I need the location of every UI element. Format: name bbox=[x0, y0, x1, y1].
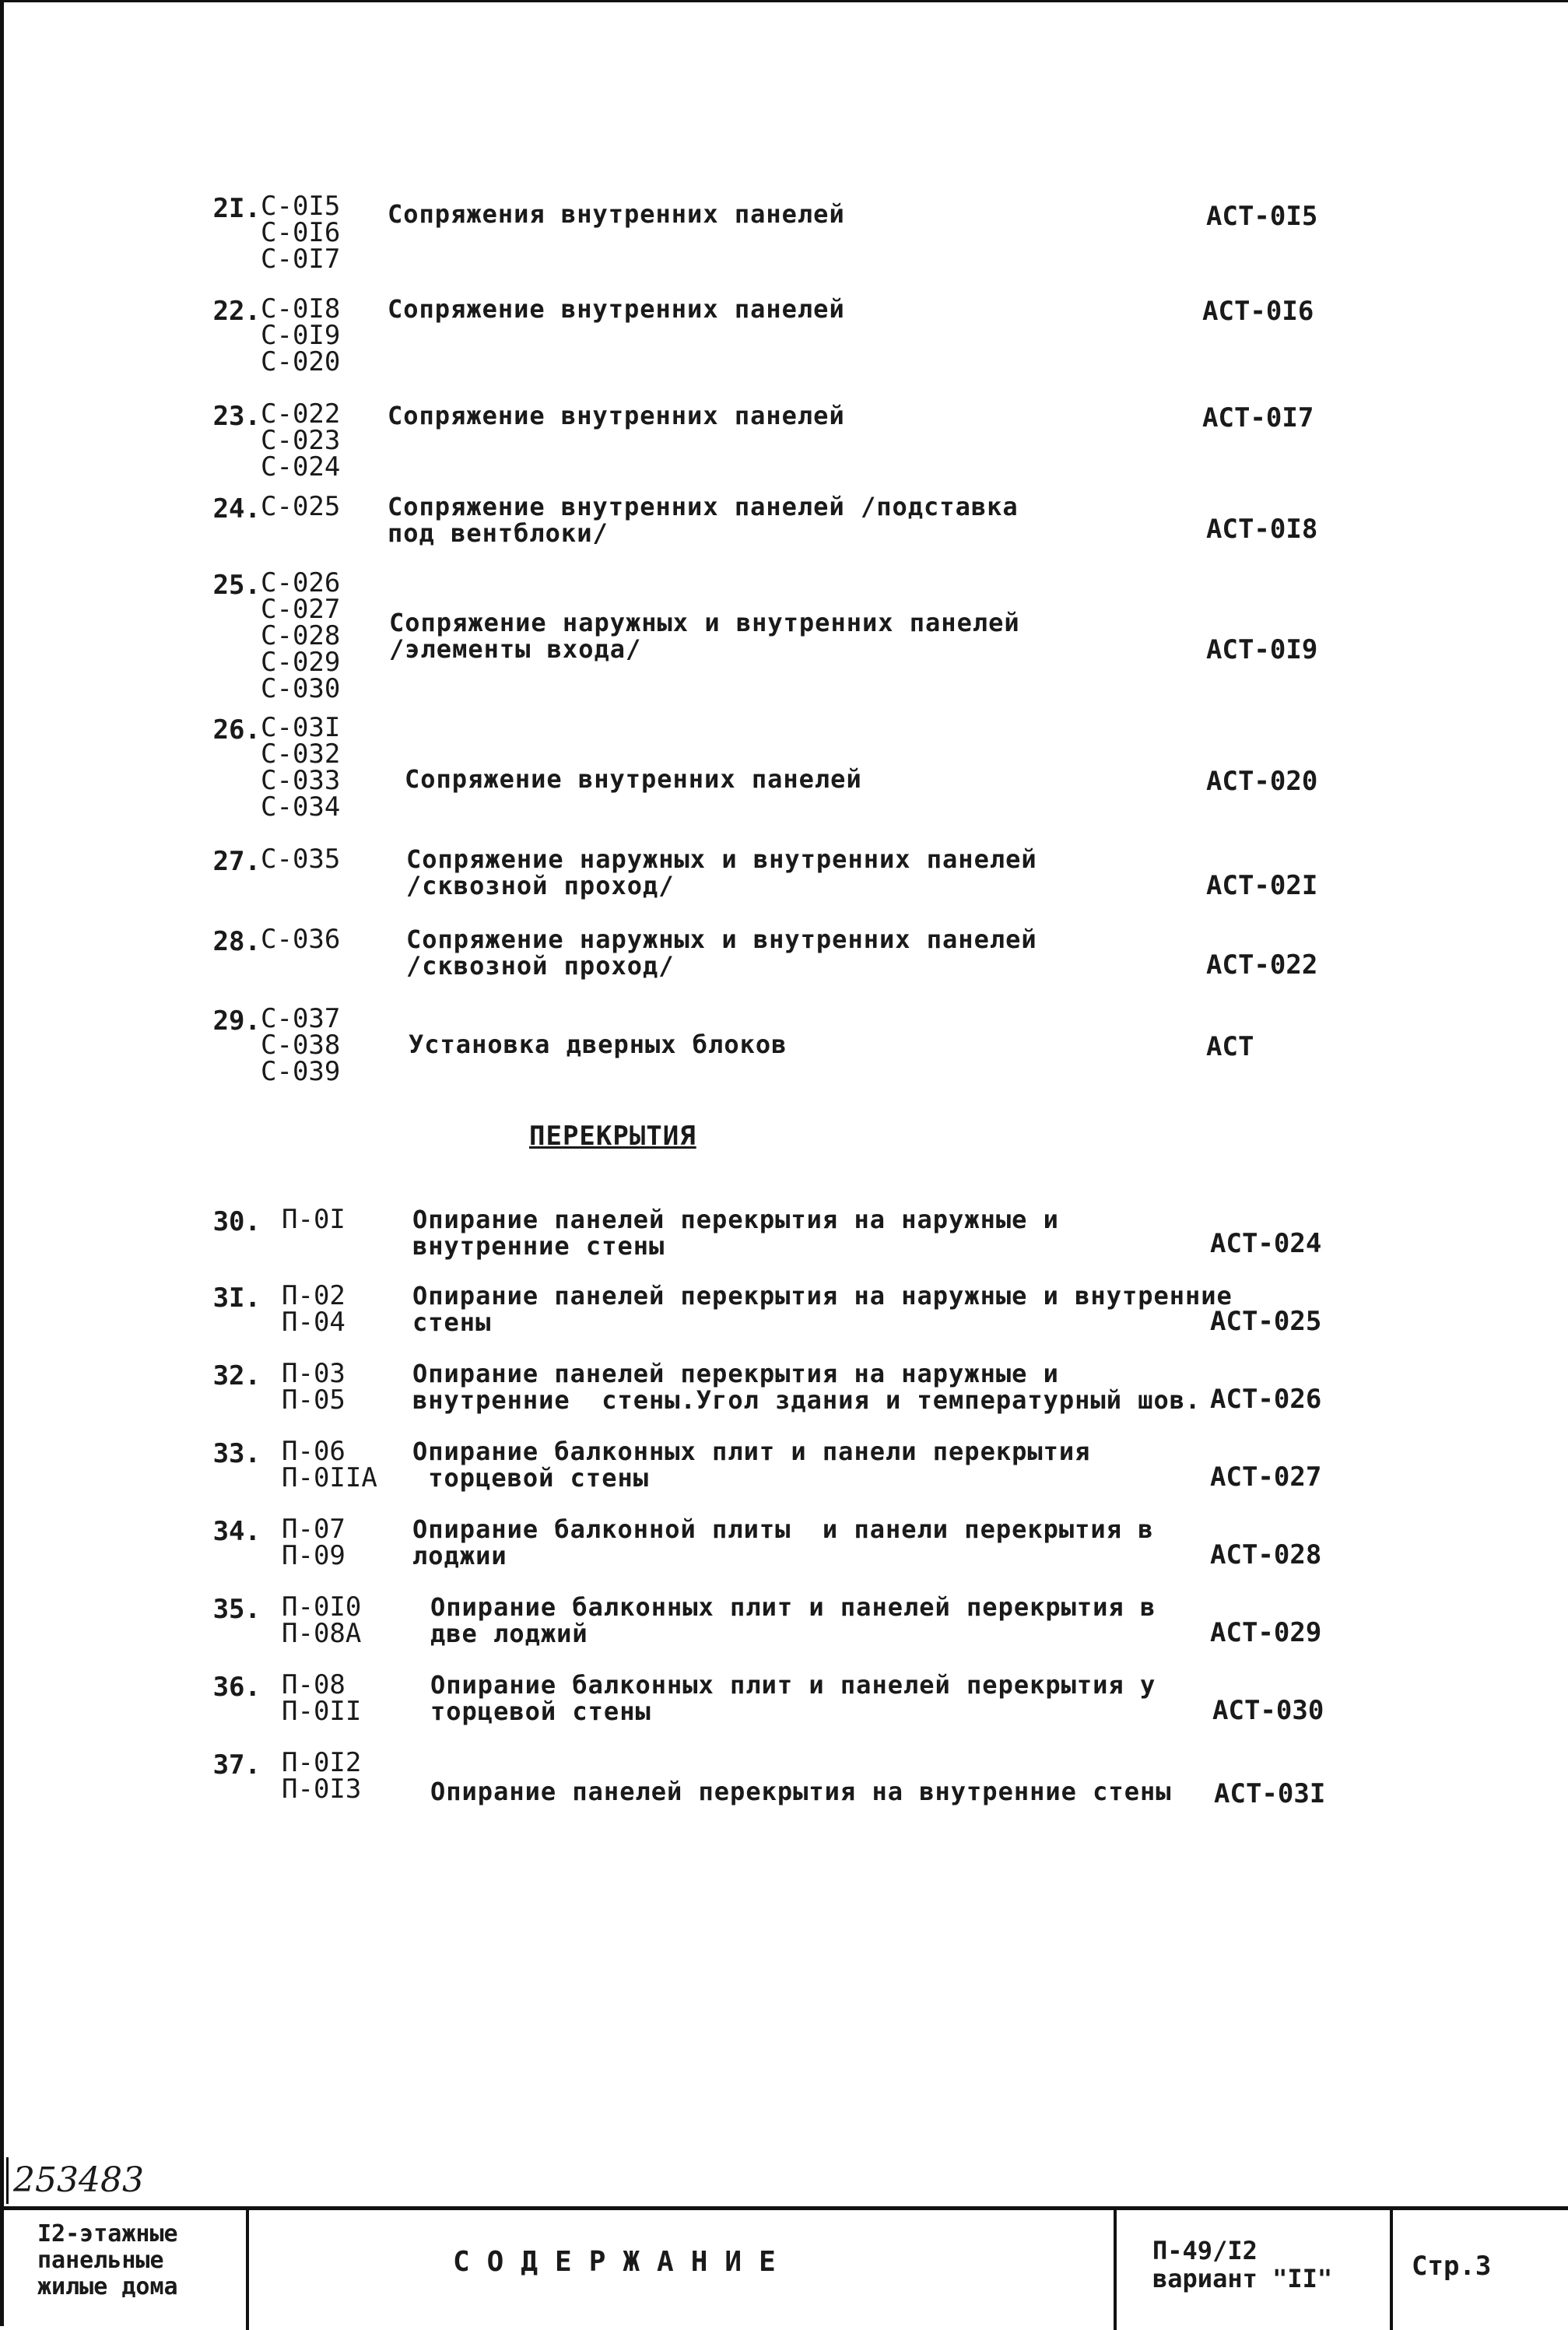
drawing-code: П-0I bbox=[282, 1204, 346, 1235]
entry-number: 33. bbox=[212, 1438, 261, 1469]
entry-number: 36. bbox=[212, 1672, 261, 1703]
entry-codes bbox=[282, 1438, 377, 1491]
building-type-line: I2-этажные bbox=[37, 2220, 178, 2248]
description-line: /сквозной проход/ bbox=[406, 951, 675, 981]
entry-codes bbox=[261, 493, 340, 520]
drawing-code: С-0I5 bbox=[261, 191, 341, 222]
entry-codes bbox=[261, 926, 340, 953]
building-type-line: панельные bbox=[37, 2247, 164, 2274]
entry-description bbox=[412, 1206, 1059, 1259]
entry-number: 3I. bbox=[212, 1283, 261, 1314]
entry-codes bbox=[282, 1591, 362, 1649]
description-line: внутренние стены bbox=[412, 1231, 665, 1261]
entry-description bbox=[412, 1283, 1233, 1335]
page-number: Стр.3 bbox=[1412, 2251, 1492, 2282]
entry-description bbox=[409, 1031, 787, 1058]
drawing-code: П-06 bbox=[282, 1436, 346, 1467]
entry-description bbox=[412, 1360, 1201, 1413]
drawing-code: С-034 bbox=[261, 791, 341, 823]
drawing-code: С-03I bbox=[261, 712, 341, 743]
drawing-code: С-036 bbox=[261, 924, 341, 955]
drawing-code: С-023 bbox=[261, 425, 341, 456]
sheet-reference: АСТ-03I bbox=[1214, 1778, 1326, 1809]
entry-codes bbox=[261, 1005, 340, 1085]
entry-number: 23. bbox=[212, 401, 261, 432]
drawing-code: П-0II bbox=[282, 1696, 362, 1727]
drawing-code: С-028 bbox=[261, 620, 341, 651]
entry-codes bbox=[282, 1206, 346, 1233]
sheet-reference: АСТ-026 bbox=[1210, 1384, 1322, 1415]
entry-description bbox=[388, 493, 1019, 546]
description-line: Сопряжение наружных и внутренних панелей bbox=[406, 844, 1037, 874]
drawing-code: С-024 bbox=[261, 451, 341, 482]
drawing-code: П-09 bbox=[282, 1540, 346, 1571]
sheet-reference: АСТ-024 bbox=[1210, 1228, 1322, 1259]
building-type-cell bbox=[0, 2210, 249, 2330]
sheet-reference: АСТ-030 bbox=[1212, 1695, 1324, 1726]
sheet-reference: АСТ-025 bbox=[1210, 1306, 1322, 1337]
description-line: Установка дверных блоков bbox=[409, 1030, 788, 1059]
entry-number: 30. bbox=[212, 1206, 261, 1237]
sheet-reference: АСТ bbox=[1206, 1031, 1254, 1062]
entry-codes bbox=[261, 191, 341, 275]
description-line: Сопряжение внутренних панелей /подставка bbox=[388, 492, 1019, 521]
drawing-code: С-038 bbox=[261, 1030, 341, 1061]
drawing-code: С-032 bbox=[261, 739, 341, 770]
drawing-code: С-025 bbox=[261, 491, 341, 522]
description-line: Сопряжение наружных и внутренних панелей bbox=[389, 608, 1020, 637]
drawing-code: С-0I7 bbox=[261, 244, 341, 275]
drawing-code: С-0I9 bbox=[261, 320, 341, 351]
document-title: СОДЕРЖАНИЕ bbox=[453, 2246, 793, 2278]
drawing-code: С-039 bbox=[261, 1056, 341, 1087]
sheet-reference: АСТ-0I6 bbox=[1202, 296, 1314, 327]
sheet-reference: АСТ-02I bbox=[1206, 870, 1318, 901]
description-line: Опирание панелей перекрытия на наружные и внутренние bbox=[412, 1281, 1233, 1311]
entry-number: 34. bbox=[212, 1516, 261, 1547]
entry-description bbox=[388, 296, 845, 322]
description-line: Сопряжение внутренних панелей bbox=[405, 764, 862, 794]
entry-description bbox=[388, 402, 845, 429]
drawing-code: П-0I2 bbox=[282, 1747, 362, 1778]
page-number-cell bbox=[1393, 2210, 1568, 2330]
entry-description bbox=[412, 1516, 1153, 1569]
sheet-reference: АСТ-020 bbox=[1206, 766, 1318, 797]
entry-codes bbox=[282, 1280, 346, 1338]
entry-number: 28. bbox=[212, 926, 261, 957]
entry-number: 35. bbox=[212, 1594, 261, 1625]
drawing-code: С-033 bbox=[261, 765, 341, 796]
drawing-code: С-037 bbox=[261, 1003, 341, 1034]
description-line: внутренние стены.Угол здания и температурный шов. bbox=[412, 1385, 1201, 1415]
drawing-code: С-027 bbox=[261, 594, 341, 625]
entry-description bbox=[406, 846, 1037, 899]
drawing-code: П-0I3 bbox=[282, 1774, 362, 1805]
entry-codes bbox=[282, 1516, 346, 1569]
description-line: торцевой стены bbox=[412, 1463, 649, 1493]
drawing-code: П-0IIА bbox=[282, 1462, 377, 1493]
drawing-code: С-0I8 bbox=[261, 293, 341, 325]
sheet-reference: АСТ-022 bbox=[1206, 949, 1318, 981]
entry-codes bbox=[282, 1358, 346, 1416]
drawing-code: П-03 bbox=[282, 1358, 346, 1389]
description-line: Опирание балконных плит и панелей перекрытия в bbox=[430, 1592, 1156, 1622]
description-line: две лоджий bbox=[430, 1619, 588, 1648]
entry-number: 24. bbox=[212, 493, 261, 525]
description-line: Сопряжения внутренних панелей bbox=[388, 199, 845, 229]
entry-number: 27. bbox=[212, 846, 261, 877]
sheet-reference: АСТ-0I7 bbox=[1202, 402, 1314, 433]
handwritten-inventory-number: 253483 bbox=[6, 2157, 144, 2204]
description-line: Опирание панелей перекрытия на наружные и bbox=[412, 1205, 1059, 1234]
series-code: П-49/I2 bbox=[1152, 2236, 1258, 2265]
drawing-code: С-030 bbox=[261, 673, 341, 704]
entry-number: 29. bbox=[212, 1005, 261, 1037]
entry-codes bbox=[282, 1669, 362, 1727]
description-line: Сопряжение наружных и внутренних панелей bbox=[406, 925, 1037, 954]
drawing-code: П-02 bbox=[282, 1280, 346, 1311]
drawing-code: С-0I6 bbox=[261, 217, 341, 248]
drawing-code: С-020 bbox=[261, 346, 341, 377]
entry-description bbox=[388, 201, 845, 227]
description-line: Сопряжение внутренних панелей bbox=[388, 294, 845, 324]
entry-number: 25. bbox=[212, 570, 261, 601]
drawing-code: П-07 bbox=[282, 1514, 346, 1545]
drawing-code: С-029 bbox=[261, 647, 341, 678]
entry-description bbox=[406, 926, 1037, 979]
sheet-reference: АСТ-028 bbox=[1210, 1539, 1322, 1570]
entry-number: 26. bbox=[212, 714, 261, 746]
drawing-code: П-08 bbox=[282, 1669, 346, 1700]
entry-codes bbox=[261, 844, 341, 875]
drawing-code: П-04 bbox=[282, 1307, 346, 1338]
entry-codes bbox=[261, 567, 341, 704]
drawing-code: П-08А bbox=[282, 1618, 362, 1649]
description-line: /элементы входа/ bbox=[389, 634, 642, 664]
entry-number: 2I. bbox=[212, 193, 261, 224]
description-line: Опирание балконной плиты и панели перекрытия в bbox=[412, 1514, 1154, 1544]
entry-description bbox=[412, 1438, 1090, 1491]
description-line: стены bbox=[412, 1307, 492, 1337]
description-line: под вентблоки/ bbox=[388, 518, 609, 548]
entry-number: 37. bbox=[212, 1749, 261, 1781]
entry-codes bbox=[261, 293, 341, 377]
description-line: торцевой стены bbox=[430, 1697, 651, 1726]
description-line: Опирание панелей перекрытия на внутренние стены bbox=[430, 1777, 1172, 1806]
sheet-reference: АСТ-0I5 bbox=[1206, 201, 1318, 232]
building-type-line: жилые дома bbox=[37, 2273, 178, 2300]
description-line: лоджии bbox=[412, 1541, 507, 1570]
entry-number: 32. bbox=[212, 1360, 261, 1391]
series-cell bbox=[1117, 2210, 1393, 2330]
title-block bbox=[0, 2206, 1568, 2326]
drawing-code: С-035 bbox=[261, 844, 341, 875]
description-line: /сквозной проход/ bbox=[406, 871, 675, 900]
entry-codes bbox=[282, 1747, 362, 1805]
series-variant: вариант "II" bbox=[1152, 2264, 1333, 2293]
entry-number: 22. bbox=[212, 296, 261, 327]
entry-description bbox=[430, 1778, 1171, 1805]
drawing-code: П-05 bbox=[282, 1384, 346, 1416]
entry-description bbox=[430, 1672, 1156, 1725]
entry-description bbox=[389, 609, 1020, 662]
entry-description bbox=[430, 1594, 1156, 1647]
entry-codes bbox=[261, 398, 341, 482]
drawing-code: С-026 bbox=[261, 567, 341, 598]
drawing-code: С-022 bbox=[261, 398, 341, 430]
sheet-reference: АСТ-027 bbox=[1210, 1462, 1322, 1493]
description-line: Опирание панелей перекрытия на наружные и bbox=[412, 1359, 1059, 1388]
description-line: Опирание балконных плит и панели перекрытия bbox=[412, 1437, 1091, 1466]
entry-description bbox=[405, 766, 862, 792]
section-heading: ПЕРЕКРЫТИЯ bbox=[529, 1121, 696, 1152]
sheet-reference: АСТ-029 bbox=[1210, 1617, 1322, 1648]
title-cell bbox=[249, 2210, 1117, 2330]
drawing-code: П-0I0 bbox=[282, 1591, 362, 1623]
entry-codes bbox=[261, 712, 341, 823]
sheet-reference: АСТ-0I9 bbox=[1206, 634, 1318, 665]
description-line: Опирание балконных плит и панелей перекрытия у bbox=[430, 1670, 1156, 1700]
description-line: Сопряжение внутренних панелей bbox=[388, 401, 845, 430]
sheet-reference: АСТ-0I8 bbox=[1206, 514, 1318, 545]
